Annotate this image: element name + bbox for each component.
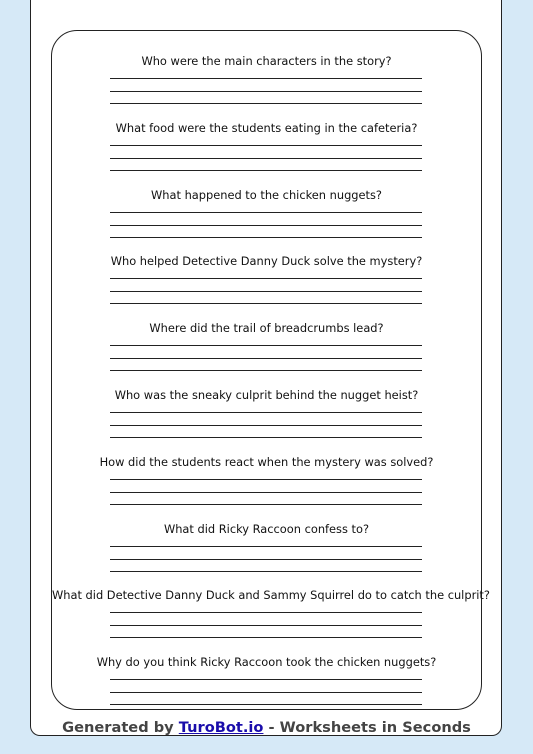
question-block bbox=[52, 588, 490, 655]
question-block bbox=[52, 321, 481, 388]
footer-suffix: - Worksheets in Seconds bbox=[263, 719, 471, 736]
answer-line bbox=[110, 212, 422, 213]
answer-line bbox=[110, 145, 422, 146]
question-block bbox=[52, 54, 481, 121]
question-text: What food were the students eating in the cafeteria? bbox=[115, 120, 418, 135]
question-text: What did Ricky Raccoon confess to? bbox=[163, 521, 370, 536]
question-block bbox=[52, 121, 481, 188]
answer-line bbox=[110, 704, 422, 705]
answer-line bbox=[110, 571, 422, 572]
answer-line bbox=[110, 479, 422, 480]
answer-line bbox=[110, 278, 422, 279]
answer-line bbox=[110, 291, 422, 292]
answer-line bbox=[110, 78, 422, 79]
answer-line bbox=[110, 103, 422, 104]
question-block bbox=[52, 522, 481, 589]
answer-line bbox=[110, 637, 422, 638]
answer-line bbox=[110, 237, 422, 238]
question-text: What happened to the chicken nuggets? bbox=[151, 187, 382, 202]
footer-credit bbox=[0, 719, 533, 737]
answer-line bbox=[110, 612, 422, 613]
answer-line bbox=[110, 625, 422, 626]
answer-line bbox=[110, 679, 422, 680]
answer-line bbox=[110, 225, 422, 226]
answer-line bbox=[110, 437, 422, 438]
answer-line bbox=[110, 370, 422, 371]
answer-line bbox=[110, 492, 422, 493]
question-block bbox=[52, 655, 481, 722]
question-text: What did Detective Danny Duck and Sammy Squirrel do to catch the culprit? bbox=[52, 588, 490, 603]
answer-line bbox=[110, 425, 422, 426]
question-block bbox=[52, 455, 481, 522]
question-block bbox=[52, 254, 481, 321]
footer-prefix: Generated by bbox=[62, 719, 179, 736]
answer-line bbox=[110, 504, 422, 505]
brand-link[interactable]: TuroBot.io bbox=[178, 719, 264, 736]
question-text: Who was the sneaky culprit behind the nugget heist? bbox=[114, 387, 419, 402]
answer-line bbox=[110, 546, 422, 547]
question-text: Who helped Detective Danny Duck solve the mystery? bbox=[110, 254, 423, 269]
question-list bbox=[52, 54, 490, 722]
answer-line bbox=[110, 559, 422, 560]
answer-line bbox=[110, 158, 422, 159]
answer-line bbox=[110, 692, 422, 693]
question-text: Why do you think Ricky Raccoon took the chicken nuggets? bbox=[96, 655, 437, 670]
question-block bbox=[52, 388, 481, 455]
question-block bbox=[52, 188, 481, 255]
question-text: Where did the trail of breadcrumbs lead? bbox=[149, 321, 384, 336]
answer-line bbox=[110, 91, 422, 92]
question-text: Who were the main characters in the story? bbox=[141, 54, 392, 68]
answer-line bbox=[110, 358, 422, 359]
answer-line bbox=[110, 345, 422, 346]
answer-line bbox=[110, 303, 422, 304]
answer-line bbox=[110, 170, 422, 171]
answer-line bbox=[110, 412, 422, 413]
question-text: How did the students react when the mystery was solved? bbox=[99, 454, 434, 469]
